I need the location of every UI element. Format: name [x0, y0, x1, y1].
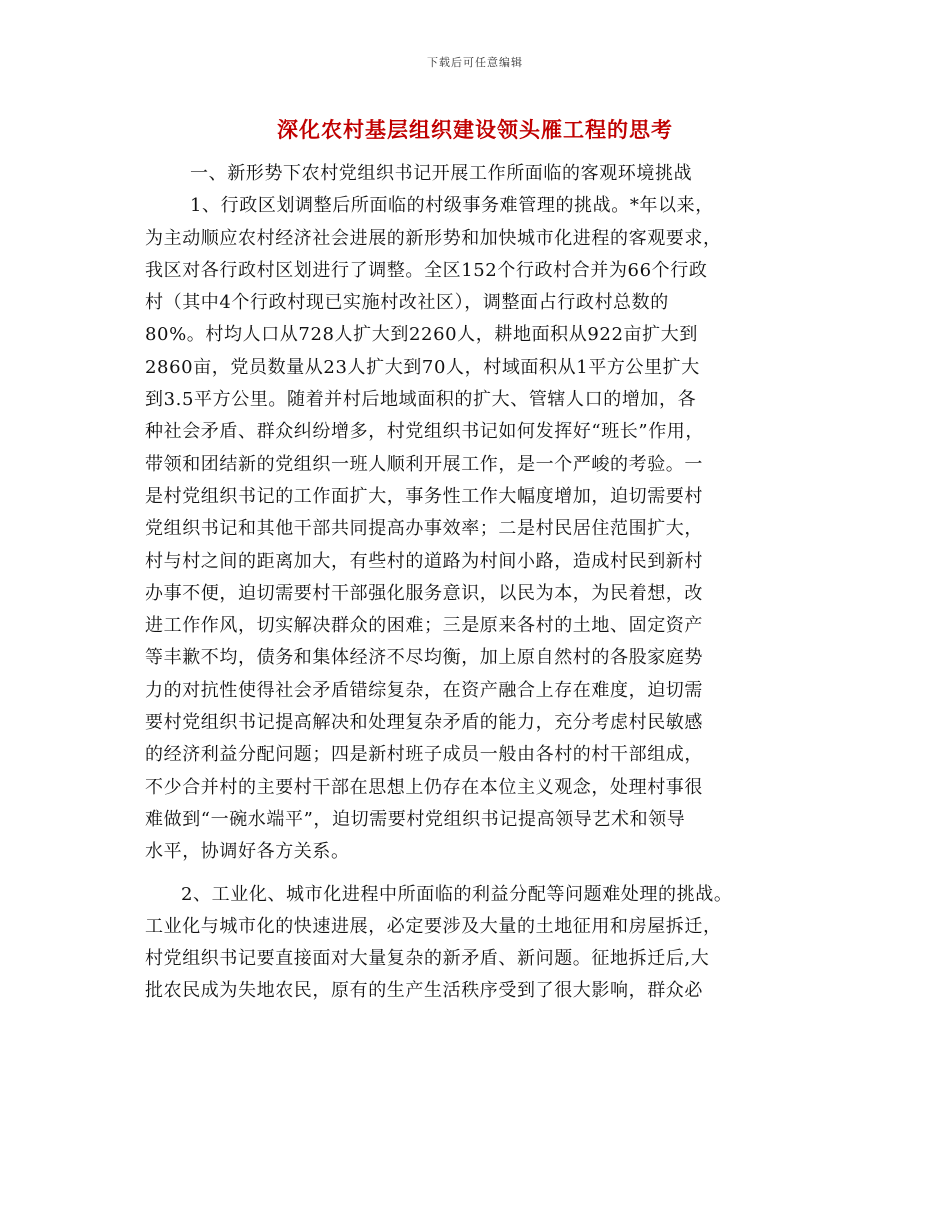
paragraph-line: 力的对抗性使得社会矛盾错综复杂，在资产融合上存在难度，迫切需 [145, 679, 703, 701]
paragraph-line: 村党组织书记要直接面对大量复杂的新矛盾、新问题。征地拆迁后,大 [145, 948, 710, 970]
paragraph-line: 村（其中4个行政村现已实施村改社区），调整面占行政村总数的 [145, 292, 669, 314]
paragraph-line: 80%。村均人口从728人扩大到2260人，耕地面积从922亩扩大到 [145, 324, 698, 346]
paragraph-line: 批农民成为失地农民，原有的生产生活秩序受到了很大影响，群众必 [145, 980, 703, 1002]
paragraph-line: 2、工业化、城市化进程中所面临的利益分配等问题难处理的挑战。 [181, 883, 733, 905]
paragraph-line: 到3.5平方公里。随着并村后地域面积的扩大、管辖人口的增加，各 [145, 389, 697, 411]
paragraph-line: 1、行政区划调整后所面临的村级事务难管理的挑战。*年以来， [190, 195, 714, 217]
paragraph-gap [145, 869, 805, 879]
paragraph-line: 为主动顺应农村经济社会进展的新形势和加快城市化进程的客观要求， [145, 227, 722, 249]
paragraph-line: 要村党组织书记提高解决和处理复杂矛盾的能力，充分考虑村民敏感 [145, 712, 703, 734]
paragraph-line: 难做到“一碗水端平”，迫切需要村党组织书记提高领导艺术和领导 [145, 808, 686, 830]
paragraph-line: 带领和团结新的党组织一班人顺利开展工作，是一个严峻的考验。一 [145, 453, 703, 475]
paragraph-line: 2860亩，党员数量从23人扩大到70人，村域面积从1平方公里扩大 [145, 356, 700, 378]
paragraph-line: 办事不便，迫切需要村干部强化服务意识，以民为本，为民着想，改 [145, 582, 703, 604]
paragraph-line: 种社会矛盾、群众纠纷增多，村党组织书记如何发挥好“班长”作用， [145, 421, 705, 443]
paragraph-line: 我区对各行政村区划进行了调整。全区152个行政村合并为66个行政 [145, 259, 708, 281]
document-title: 深化农村基层组织建设领头雁工程的思考 [277, 118, 673, 142]
section-heading: 一、新形势下农村党组织书记开展工作所面临的客观环境挑战 [190, 163, 693, 184]
document-body [145, 158, 805, 1008]
paragraph-line: 进工作作风，切实解决群众的困难；三是原来各村的土地、固定资产 [145, 615, 703, 637]
header-note: 下载后可任意编辑 [427, 56, 523, 69]
paragraph-line: 水平，协调好各方关系。 [145, 841, 350, 863]
paragraph-line: 党组织书记和其他干部共同提高办事效率；二是村民居住范围扩大， [145, 518, 703, 540]
paragraph-line: 村与村之间的距离加大，有些村的道路为村间小路，造成村民到新村 [145, 550, 703, 572]
paragraph-line: 的经济利益分配问题；四是新村班子成员一般由各村的村干部组成， [145, 744, 703, 766]
paragraph-line: 等丰歉不均，债务和集体经济不尽均衡，加上原自然村的各股家庭势 [145, 647, 703, 669]
paragraph-line: 是村党组织书记的工作面扩大，事务性工作大幅度增加，迫切需要村 [145, 485, 703, 507]
paragraph-line: 工业化与城市化的快速进展，必定要涉及大量的土地征用和房屋拆迁， [145, 915, 722, 937]
paragraph-line: 不少合并村的主要村干部在思想上仍存在本位主义观念，处理村事很 [145, 776, 703, 798]
